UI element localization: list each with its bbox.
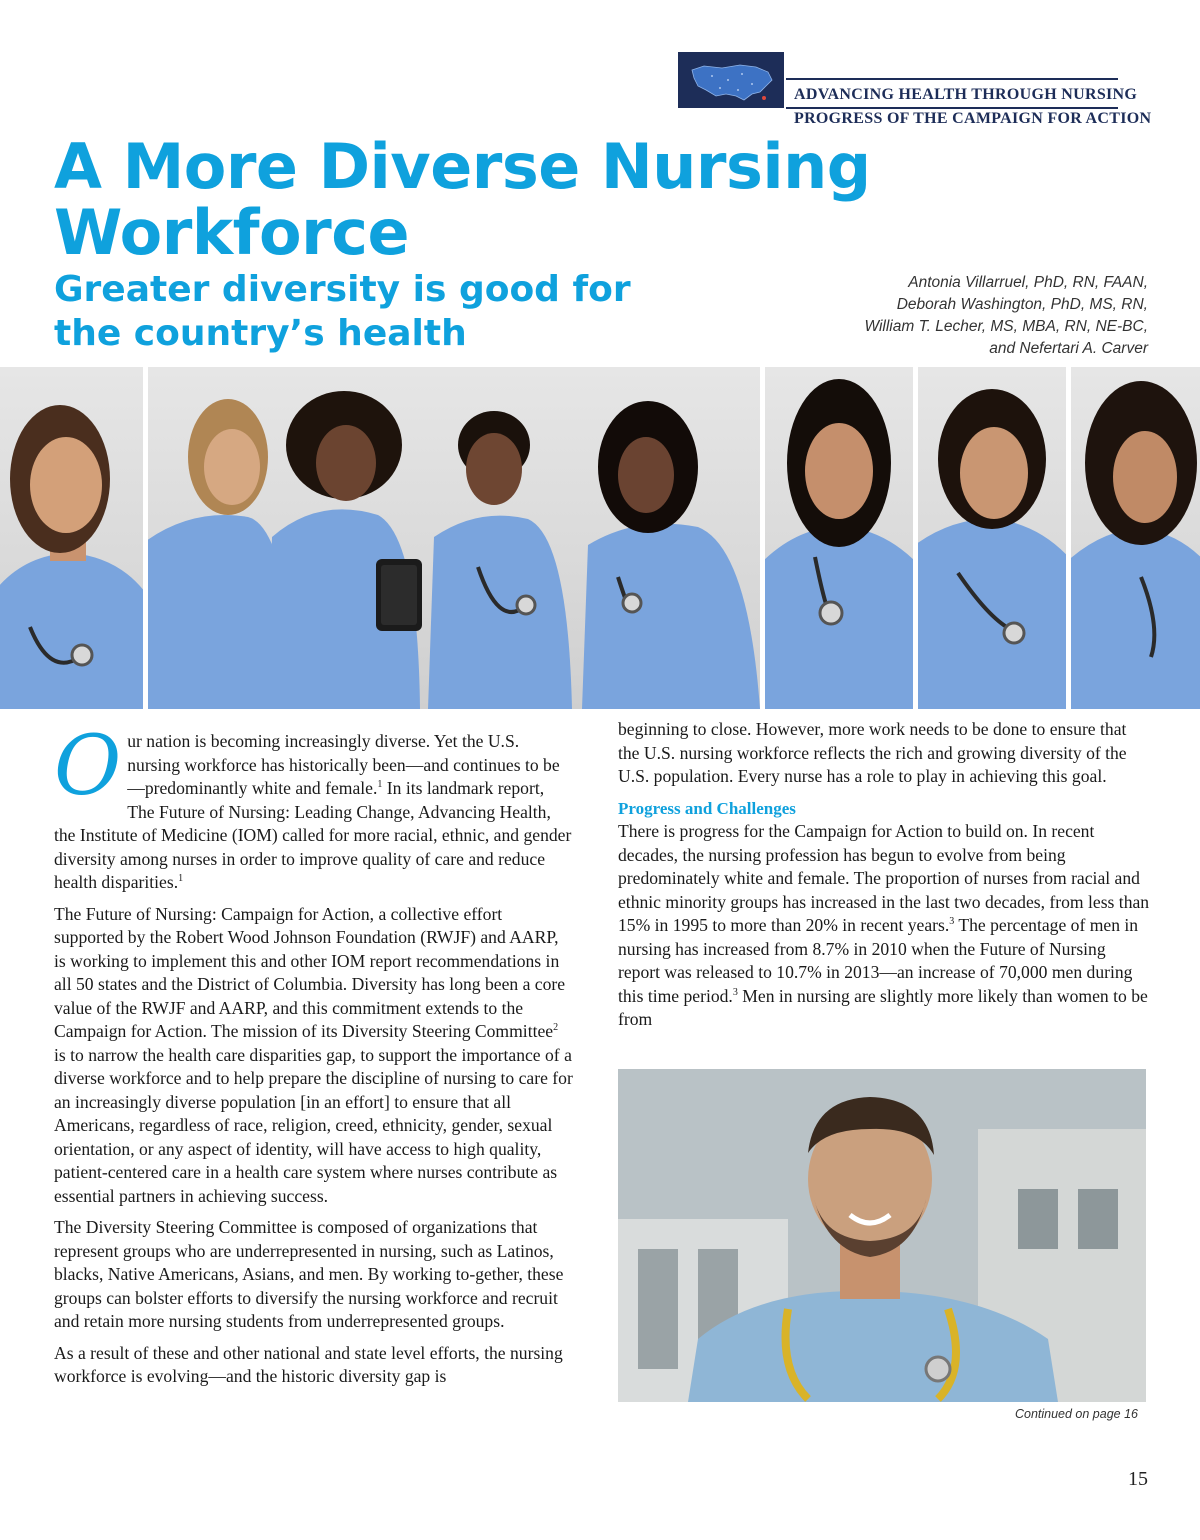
article-column-left	[54, 719, 574, 1397]
paragraph-text: The percentage of men in nursing has increased from 8.7% in 2010 when the Future of Nursing report was released to 10.7% in 2013—an increase of 70,000 men during this time period.	[618, 915, 1139, 1006]
nurse-portrait-photo	[765, 367, 913, 709]
footnote-ref: 2	[553, 1022, 559, 1034]
us-map-icon	[682, 56, 780, 104]
body-paragraph	[618, 820, 1150, 1032]
continued-note: Continued on page 16	[1014, 1407, 1138, 1421]
article-subtitle: Greater diversity is good for the country’s health	[54, 269, 631, 354]
nurse-portrait-photo	[1071, 367, 1200, 709]
author-line: Antonia Villarruel, PhD, RN, FAAN,	[908, 274, 1148, 291]
drop-cap: O	[54, 719, 122, 814]
nurse-photo-strip	[0, 367, 1200, 709]
page-number: 15	[1128, 1468, 1148, 1490]
paragraph-text: There is progress for the Campaign for Action to build on. In recent decades, the nursing profession has begun to evolve from being predominately white and female. The proportion of nurses from racial and ethnic minority groups has increased in the last two decades, from less than 15% in 1995 to more than 20% in recent years.	[618, 821, 1150, 935]
paragraph-text: Men in nursing are slightly more likely than women to be from	[618, 985, 1148, 1029]
logo-badge	[678, 52, 784, 108]
paragraph-text: The Future of Nursing: Campaign for Action, a collective effort supported by the Robert Wood Johnson Foundation (RWJF) and AARP, is working to implement this and other IOM report recommendations in all 50 states and the District of Columbia. Diversity has long been a core value of the RWJF and AARP, and this commitment extends to the Campaign for Action. The mission of its Diversity Steering Committee	[54, 903, 566, 1041]
body-paragraph: beginning to close. However, more work needs to be done to ensure that the U.S. nursing workforce reflects the rich and growing diversity of the U.S. population. Every nurse has a role to play in achieving this goal.	[618, 719, 1127, 786]
body-paragraph	[54, 719, 574, 895]
logo-rule	[786, 107, 1118, 109]
body-paragraph: The Diversity Steering Committee is composed of organizations that represent groups who are underrepresented in nursing, such as Latinos, blacks, Native Americans, Asians, and men. By working to-gether, these groups can bolster efforts to diversify the nursing workforce and recruit and retain more nursing students from underrepresented groups.	[54, 1217, 564, 1331]
campaign-logo	[678, 52, 1152, 132]
logo-subtitle: PROGRESS OF THE CAMPAIGN FOR ACTION	[794, 110, 1152, 127]
nurse-group-photo	[148, 367, 760, 709]
paragraph-text: is to narrow the health care disparities gap, to support the importance of a diverse workforce and to help prepare the discipline of nursing to care for an increasingly diverse population [in an effort] to ensure that all Americans, regardless of race, religion, creed, ethnicity, gender, sexual orientation, or any aspect of identity, will have access to high quality, patient-centered care in a health care system where nurses contribute as essential partners in achieving success.	[54, 1044, 573, 1206]
author-line: and Nefertari A. Carver	[989, 340, 1148, 357]
author-line: William T. Lecher, MS, MBA, RN, NE-BC,	[864, 318, 1148, 335]
article-column-right	[618, 718, 1150, 1040]
body-paragraph	[54, 903, 574, 1209]
section-heading: Progress and Challenges	[618, 798, 796, 818]
logo-rule	[786, 78, 1118, 80]
author-line: Deborah Washington, PhD, MS, RN,	[896, 296, 1148, 313]
nurse-portrait-photo	[0, 367, 143, 709]
footnote-ref: 3	[949, 916, 955, 928]
body-paragraph: As a result of these and other national and state level efforts, the nursing workforce is evolving—and the historic diversity gap is	[54, 1342, 563, 1386]
paragraph-text: In its landmark report, The Future of Nursing: Leading Change, Advancing Health, the Institute of Medicine (IOM) called for more racial, ethnic, and gender diversity among nurses in order to improve quality of care and reduce health disparities.	[54, 778, 572, 892]
logo-title: ADVANCING HEALTH THROUGH NURSING	[794, 86, 1138, 103]
footnote-ref: 3	[732, 986, 738, 998]
author-list	[728, 272, 1148, 360]
paragraph-text: ur nation is becoming increasingly diverse. Yet the U.S. nursing workforce has historically been—and continues to be—predominantly white and female.	[127, 731, 560, 798]
male-nurse-photo	[618, 1069, 1146, 1402]
footnote-ref: 1	[178, 873, 184, 885]
nurse-portrait-photo	[918, 367, 1066, 709]
footnote-ref: 1	[377, 779, 383, 791]
article-title: A More Diverse Nursing Workforce	[54, 130, 871, 269]
